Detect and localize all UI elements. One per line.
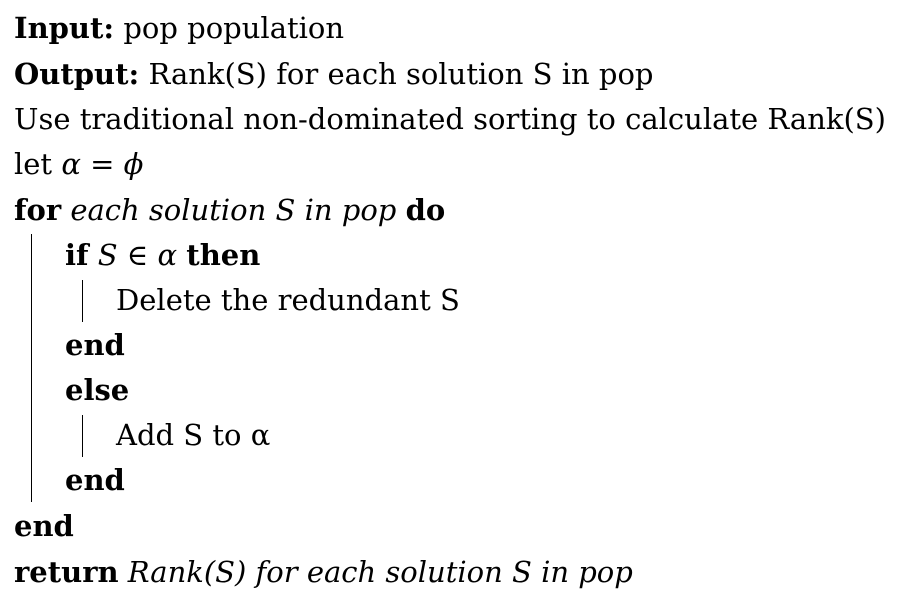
return-value: Rank(S) for each solution S in pop <box>127 555 633 589</box>
else-keyword: else <box>65 373 130 407</box>
for-keyword: for <box>14 193 62 227</box>
if-body-text: Delete the redundant S <box>116 283 460 317</box>
if-condition: S ∈ α <box>97 238 178 272</box>
output-keyword: Output: <box>14 57 140 91</box>
input-text: pop population <box>123 11 345 45</box>
input-line <box>14 8 344 48</box>
else-end-line <box>65 460 125 500</box>
for-line <box>14 190 445 230</box>
then-keyword: then <box>186 238 261 272</box>
let-expression: α = ϕ <box>61 147 144 181</box>
if-keyword: if <box>65 238 89 272</box>
let-keyword: let <box>14 147 53 181</box>
else-line <box>65 370 129 410</box>
sort-step-text: Use traditional non-dominated sorting to calculate Rank(S) <box>14 102 886 136</box>
do-keyword: do <box>405 193 446 227</box>
if-body-line <box>116 280 460 320</box>
return-keyword: return <box>14 555 119 589</box>
if-line <box>65 235 260 275</box>
loop-end-keyword: end <box>14 509 74 543</box>
sort-step-line <box>14 99 886 139</box>
else-block-guide-line <box>82 415 83 457</box>
output-line <box>14 54 653 94</box>
output-text: Rank(S) for each solution S in pop <box>148 57 654 91</box>
loop-end-line <box>14 506 74 546</box>
return-line <box>14 552 633 592</box>
if-block-guide-line <box>82 280 83 322</box>
else-body-text: Add S to α <box>116 418 271 452</box>
for-condition: each solution S in pop <box>70 193 397 227</box>
if-end-keyword: end <box>65 328 125 362</box>
else-body-line <box>116 415 270 455</box>
if-end-line <box>65 325 125 365</box>
input-keyword: Input: <box>14 11 115 45</box>
else-end-keyword: end <box>65 463 125 497</box>
for-loop-guide-line <box>31 234 32 502</box>
let-line <box>14 144 143 184</box>
